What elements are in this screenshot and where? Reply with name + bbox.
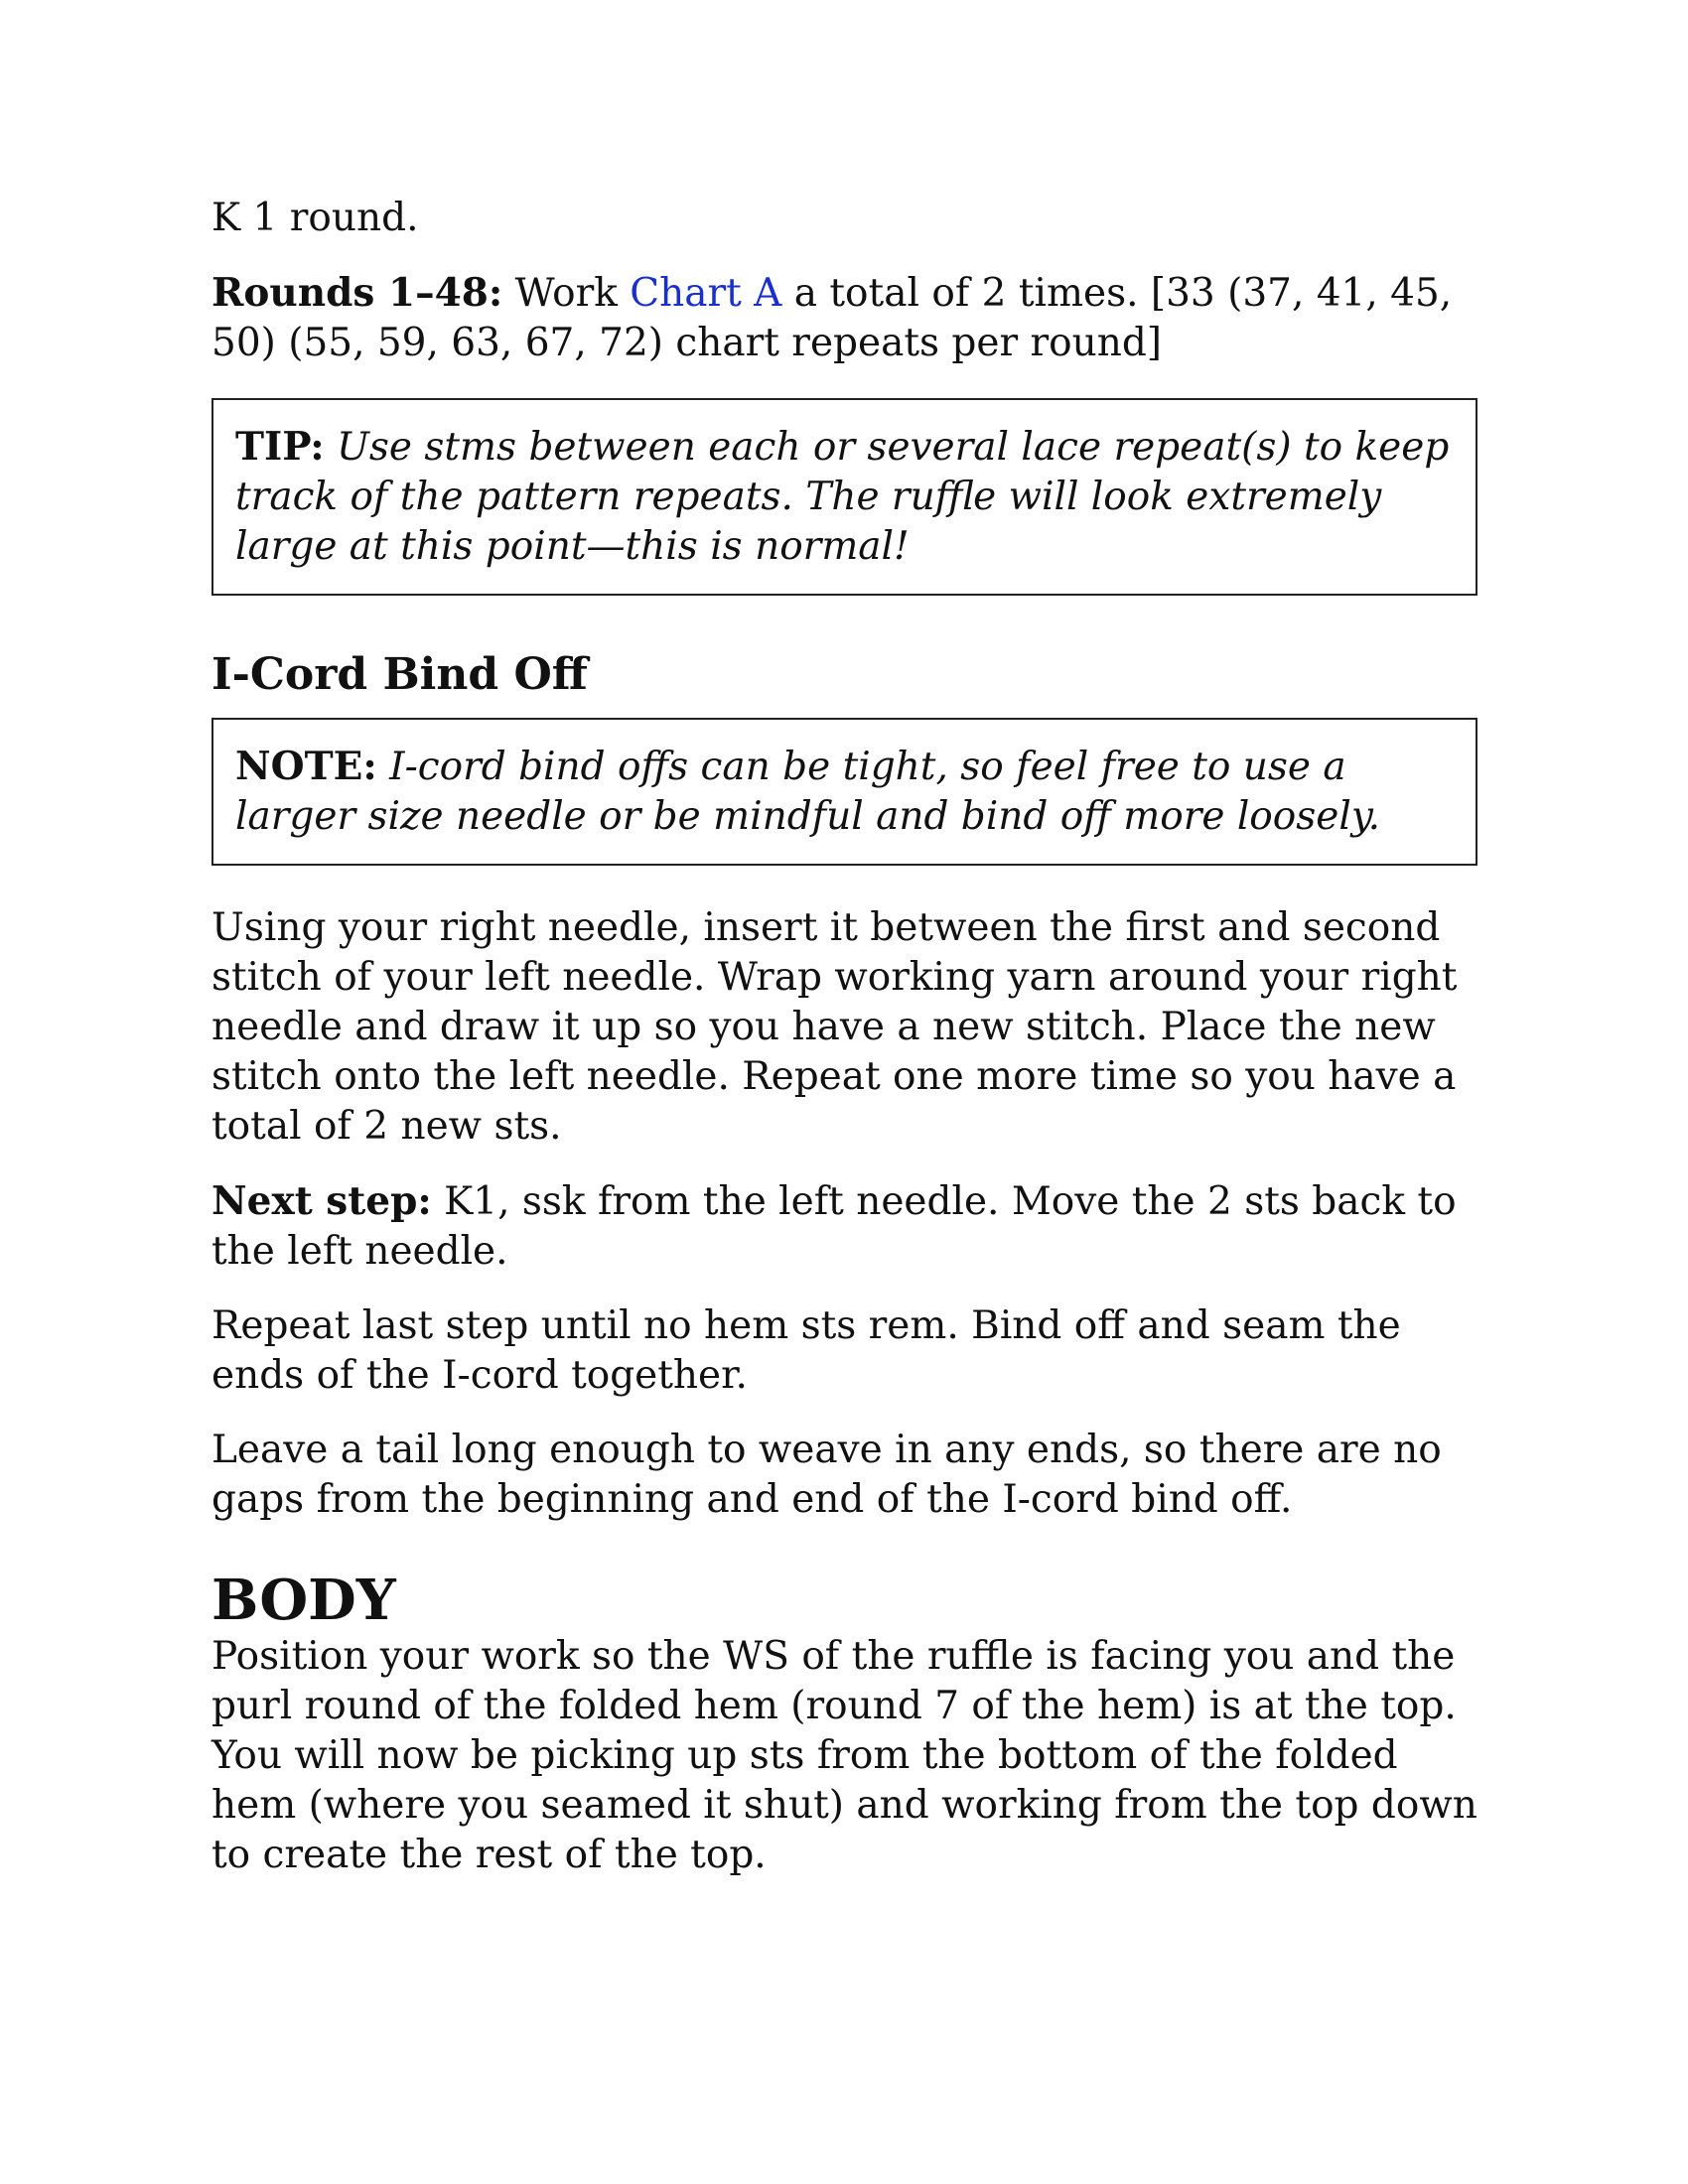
intro-line: K 1 round.: [211, 196, 419, 240]
rounds-paragraph: [211, 268, 1477, 368]
tip-label: TIP:: [235, 424, 325, 470]
next-step-label: Next step:: [211, 1178, 432, 1224]
paragraph-insert-needle: Using your right needle, insert it between the first and second stitch of your left needle. Wrap working yarn around your right needle and draw it up so you have a new stitch. Place the new stitch onto the left needle. Repeat one more time so you have a total of 2 new sts.: [211, 905, 1458, 1149]
body-paragraph: Position your work so the WS of the ruffle is facing you and the purl round of the folded hem (round 7 of the hem) is at the top. You will now be picking up sts from the bottom of the folded hem (where you seamed it shut) and working from the top down to create the rest of the top.: [211, 1634, 1477, 1877]
note-label: NOTE:: [235, 744, 377, 789]
paragraph-tail: Leave a tail long enough to weave in any ends, so there are no gaps from the beginning and end of the I-cord bind off.: [211, 1428, 1442, 1522]
next-step-paragraph: [211, 1176, 1477, 1277]
rounds-text-before: Work: [502, 271, 631, 316]
tip-paragraph: [235, 422, 1454, 572]
paragraph-repeat: Repeat last step until no hem sts rem. Bind off and seam the ends of the I-cord together.: [211, 1303, 1401, 1398]
next-step-text: K1, ssk from the left needle. Move the 2 sts back to the left needle.: [211, 1179, 1457, 1274]
rounds-text-after: a total of 2 times. [33 (37, 41, 45, 50) (55, 59, 63, 67, 72) chart repeats per round]: [211, 271, 1453, 365]
tip-box: [211, 398, 1477, 596]
note-paragraph: [235, 742, 1454, 842]
chart-a-link[interactable]: Chart A: [630, 271, 782, 316]
tip-text: Use stms between each or several lace repeat(s) to keep track of the pattern repeats. The ruffle will look extremely large at this point—this is normal!: [235, 425, 1450, 569]
document-page: [211, 194, 1477, 1880]
body-heading: BODY: [211, 1568, 396, 1633]
note-text: I-cord bind offs can be tight, so feel free to use a larger size needle or be mindful and bind off more loosely.: [235, 745, 1381, 839]
icord-heading: I-Cord Bind Off: [211, 649, 588, 700]
note-box: [211, 718, 1477, 866]
rounds-label: Rounds 1–48:: [211, 270, 503, 316]
